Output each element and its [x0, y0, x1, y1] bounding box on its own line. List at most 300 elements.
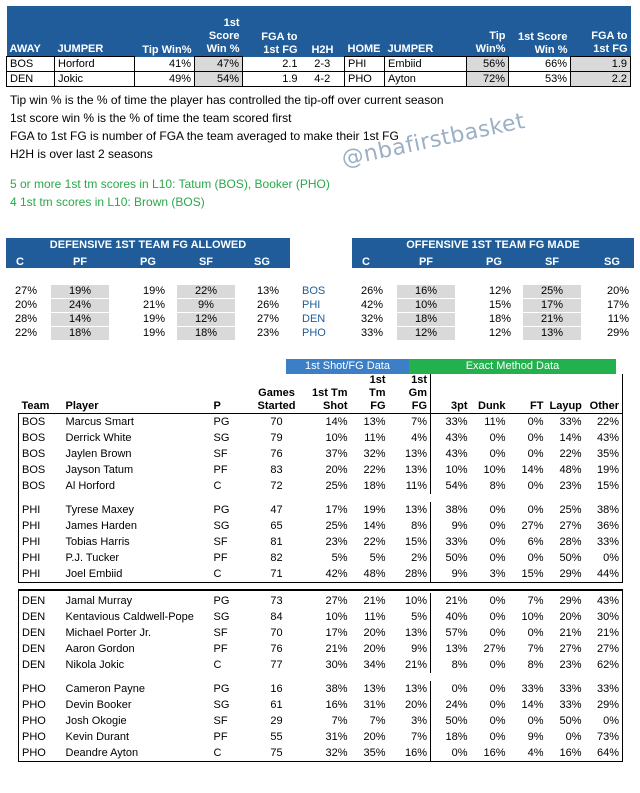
cell-first-tm-fg: 11%	[364, 611, 386, 623]
cell-first-tm-fg: 22%	[363, 464, 386, 476]
home-jumper: Ayton	[385, 72, 467, 87]
away-jumper: Horford	[55, 57, 135, 72]
matchup-row	[7, 57, 631, 72]
cell-other: 15%	[585, 478, 623, 494]
offense-value: 15%	[488, 299, 511, 311]
gap-cell	[471, 494, 509, 502]
away-team: DEN	[7, 72, 55, 87]
cell-first-tm-fg: 34%	[363, 659, 386, 671]
cell-position: C	[211, 745, 249, 762]
defense-value: 24%	[51, 299, 109, 312]
gap-cell	[249, 494, 305, 502]
offense-col-header: C	[362, 256, 370, 268]
defense-col-header: PF	[72, 256, 88, 268]
cell-first-tm-fg: 32%	[363, 448, 386, 460]
defense-value: 19%	[51, 285, 109, 298]
cell-player: Joel Embiid	[63, 566, 211, 583]
cell-other: 36%	[585, 518, 623, 534]
cell-first-gm-fg: 13%	[404, 683, 427, 695]
cell-team: PHI	[19, 534, 63, 550]
cell-layup: 28%	[559, 536, 582, 548]
cell-games-started: 76	[270, 643, 283, 655]
cell-other: 43%	[585, 593, 623, 609]
cell-first-tm-fg: 35%	[351, 745, 389, 762]
defense-col-header: SG	[254, 256, 270, 268]
away-fga: 2.1	[243, 57, 301, 72]
cell-layup: 27%	[559, 643, 582, 655]
cell-team: BOS	[19, 446, 63, 462]
cell-threept: 43%	[431, 430, 471, 446]
cell-other: 64%	[585, 745, 623, 762]
cell-layup: 33%	[559, 699, 582, 711]
cell-games-started: 79	[270, 432, 283, 444]
cell-player: Cameron Payne	[65, 683, 145, 695]
cell-threept: 33%	[431, 414, 471, 431]
gap-cell	[431, 494, 471, 502]
gap-cell	[471, 673, 509, 681]
offense-value: 12%	[488, 285, 511, 297]
cell-other: 29%	[585, 697, 623, 713]
note-line: H2H is over last 2 seasons	[10, 147, 153, 161]
defense-value: 19%	[142, 285, 165, 297]
offense-value: 29%	[606, 327, 629, 339]
note-line: FGA to 1st FG is number of FGA the team averaged to make their 1st FG	[10, 129, 399, 143]
offense-value: 17%	[606, 299, 629, 311]
cell-player: Jayson Tatum	[65, 464, 134, 476]
cell-player: Devin Booker	[65, 699, 132, 711]
cell-player: Marcus Smart	[65, 416, 134, 428]
cell-first-gm-fg: 5%	[411, 611, 427, 623]
cell-dunk: 0%	[489, 699, 506, 711]
cell-first-tm-fg: 48%	[351, 566, 389, 583]
cell-dunk: 10%	[483, 464, 506, 476]
cell-team: DEN	[19, 641, 63, 657]
player-row	[19, 534, 623, 550]
cell-player: P.J. Tucker	[65, 552, 120, 564]
separator-cell	[547, 583, 585, 591]
cell-first-tm-shot: 21%	[325, 643, 348, 655]
defense-value: 18%	[177, 327, 235, 340]
cell-first-tm-shot: 31%	[325, 731, 348, 743]
cell-layup: 22%	[559, 448, 582, 460]
player-row	[19, 566, 623, 583]
cell-first-tm-shot: 10%	[325, 611, 348, 623]
cell-first-tm-shot: 25%	[325, 480, 348, 492]
cell-first-gm-fg: 13%	[404, 448, 427, 460]
cell-first-gm-fg: 21%	[404, 659, 427, 671]
cell-dunk: 16%	[471, 745, 509, 762]
cell-threept: 0%	[431, 745, 471, 762]
cell-games-started: 83	[270, 464, 283, 476]
cell-ft: 33%	[521, 683, 544, 695]
panel-team-label: PHI	[302, 299, 321, 311]
cell-first-tm-shot: 10%	[325, 432, 348, 444]
cell-first-tm-shot: 23%	[325, 536, 348, 548]
cell-player: Jaylen Brown	[65, 448, 132, 460]
cell-first-tm-fg: 13%	[363, 683, 386, 695]
gap-cell	[19, 673, 63, 681]
stats-body	[19, 414, 623, 762]
offense-title: OFFENSIVE 1ST TEAM FG MADE	[352, 238, 634, 252]
header-first-score-win-home: 1st Score Win %	[509, 6, 571, 57]
cell-ft: 0%	[527, 552, 544, 564]
cell-layup: 23%	[559, 659, 582, 671]
cell-threept: 33%	[431, 534, 471, 550]
cell-ft: 0%	[527, 416, 544, 428]
cell-first-tm-fg: 31%	[363, 699, 386, 711]
cell-team: PHO	[19, 745, 63, 762]
cell-first-tm-shot: 30%	[325, 659, 348, 671]
cell-first-tm-fg: 18%	[363, 480, 386, 492]
cell-ft: 0%	[527, 448, 544, 460]
cell-first-tm-shot: 14%	[325, 416, 348, 428]
cell-position: PG	[213, 504, 230, 516]
away-jumper: Jokic	[55, 72, 135, 87]
header-jumper: JUMPER	[55, 6, 135, 57]
cell-first-gm-fg: 13%	[404, 504, 427, 516]
separator-cell	[19, 583, 63, 591]
cell-player: Tyrese Maxey	[65, 504, 134, 516]
stats-col-header: P	[211, 374, 249, 414]
cell-dunk: 0%	[489, 536, 506, 548]
header-tip-win: Tip Win%	[135, 6, 195, 57]
green-note-line: 5 or more 1st tm scores in L10: Tatum (BOS), Booker (PHO)	[10, 177, 330, 191]
gap-cell	[351, 494, 389, 502]
offense-value: 42%	[360, 299, 383, 311]
player-row	[19, 745, 623, 762]
defense-value: 23%	[256, 327, 279, 339]
cell-first-gm-fg: 20%	[404, 699, 427, 711]
note-line: 1st score win % is the % of time the team scored first	[10, 111, 292, 125]
offense-value: 11%	[607, 313, 629, 325]
offense-col-header: SG	[604, 256, 620, 268]
header-h2h: H2H	[301, 6, 345, 57]
defense-value: 21%	[142, 299, 165, 311]
cell-dunk: 0%	[489, 595, 506, 607]
header-home: HOME	[345, 6, 385, 57]
cell-dunk: 0%	[489, 683, 506, 695]
gap-cell	[431, 673, 471, 681]
cell-position: SF	[213, 715, 228, 727]
defense-value: 19%	[142, 327, 165, 339]
cell-layup: 50%	[559, 552, 582, 564]
cell-layup: 20%	[559, 611, 582, 623]
separator-cell	[585, 583, 623, 591]
header-fga-first-fg: FGA to 1st FG	[243, 6, 301, 57]
defense-value: 27%	[256, 313, 279, 325]
cell-position: SF	[213, 448, 228, 460]
offense-value: 26%	[360, 285, 383, 297]
cell-layup: 21%	[559, 627, 582, 639]
player-row	[19, 713, 623, 729]
cell-games-started: 47	[270, 504, 283, 516]
gap-cell	[211, 673, 249, 681]
cell-first-gm-fg: 11%	[405, 480, 427, 492]
cell-first-gm-fg: 9%	[411, 643, 427, 655]
player-row	[19, 430, 623, 446]
cell-dunk: 11%	[484, 416, 506, 428]
defense-value: 18%	[51, 327, 109, 340]
cell-threept: 18%	[431, 729, 471, 745]
cell-first-tm-shot: 32%	[305, 745, 351, 762]
cell-other: 33%	[585, 681, 623, 697]
cell-team: PHI	[19, 550, 63, 566]
cell-team: PHO	[19, 681, 63, 697]
cell-player: Aaron Gordon	[65, 643, 135, 655]
watermark: @nbafirstbasket	[339, 108, 528, 173]
gap-cell	[585, 494, 623, 502]
cell-position: SF	[213, 536, 228, 548]
cell-layup: 27%	[559, 520, 582, 532]
note-line: Tip win % is the % of time the player has controlled the tip-off over current season	[10, 93, 444, 107]
cell-first-tm-shot: 17%	[325, 504, 348, 516]
cell-layup: 29%	[559, 595, 582, 607]
stats-col-header: Other	[585, 374, 623, 414]
cell-player: James Harden	[65, 520, 138, 532]
gap-cell	[547, 673, 585, 681]
cell-position: SG	[213, 699, 230, 711]
stats-col-header: 1st Tm FG	[351, 374, 389, 414]
cell-position: SG	[213, 611, 230, 623]
stats-col-header: 1st Gm FG	[389, 374, 431, 414]
cell-other: 33%	[585, 534, 623, 550]
cell-other: 21%	[585, 625, 623, 641]
cell-player: Nikola Jokic	[65, 659, 125, 671]
cell-player: Josh Okogie	[65, 715, 127, 727]
h2h: 2-3	[301, 57, 345, 72]
cell-threept: 43%	[431, 446, 471, 462]
cell-ft: 6%	[527, 536, 544, 548]
cell-threept: 40%	[431, 609, 471, 625]
offense-value: 21%	[523, 313, 581, 326]
cell-ft: 4%	[509, 745, 547, 762]
cell-threept: 50%	[431, 550, 471, 566]
cell-threept: 38%	[431, 502, 471, 518]
cell-first-gm-fg: 7%	[411, 731, 427, 743]
cell-ft: 27%	[521, 520, 544, 532]
player-row	[19, 609, 623, 625]
cell-games-started: 72	[270, 480, 283, 492]
cell-dunk: 27%	[483, 643, 506, 655]
gap-cell	[19, 494, 63, 502]
cell-first-gm-fg: 13%	[404, 627, 427, 639]
cell-other: 27%	[585, 641, 623, 657]
cell-ft: 10%	[521, 611, 544, 623]
gap-cell	[509, 673, 547, 681]
cell-first-gm-fg: 28%	[389, 566, 431, 583]
separator-cell	[305, 583, 351, 591]
cell-dunk: 8%	[489, 480, 506, 492]
cell-games-started: 65	[270, 520, 283, 532]
gap-cell	[585, 673, 623, 681]
cell-player: Al Horford	[65, 480, 116, 492]
cell-team: PHO	[19, 713, 63, 729]
cell-player: Jamal Murray	[65, 595, 133, 607]
cell-other: 62%	[585, 657, 623, 673]
cell-layup: 14%	[559, 432, 582, 444]
cell-first-tm-fg: 7%	[369, 715, 386, 727]
cell-other: 35%	[585, 446, 623, 462]
cell-other: 44%	[585, 566, 623, 583]
player-stats-table	[18, 374, 623, 762]
cell-team: PHO	[19, 729, 63, 745]
away-tip-win: 41%	[135, 57, 195, 72]
cell-first-tm-fg: 5%	[369, 552, 386, 564]
cell-games-started: 70	[270, 416, 283, 428]
group-gap	[19, 494, 623, 502]
player-row	[19, 729, 623, 745]
defense-col-header: PG	[140, 256, 156, 268]
cell-position: PF	[213, 464, 228, 476]
cell-first-tm-shot: 38%	[325, 683, 348, 695]
cell-team: BOS	[19, 430, 63, 446]
cell-layup: 25%	[559, 504, 582, 516]
separator-cell	[351, 583, 389, 591]
away-team: BOS	[7, 57, 55, 72]
cell-team: PHI	[19, 502, 63, 518]
separator-cell	[389, 583, 431, 591]
cell-position: PG	[213, 683, 230, 695]
cell-position: PF	[213, 643, 228, 655]
cell-ft: 7%	[527, 595, 544, 607]
defense-value: 12%	[177, 313, 235, 326]
cell-other: 38%	[585, 502, 623, 518]
cell-position: SF	[213, 627, 228, 639]
cell-layup: 16%	[547, 745, 585, 762]
offense-col-header: SF	[544, 256, 560, 268]
cell-first-tm-shot: 7%	[331, 715, 348, 727]
defense-value: 14%	[51, 313, 109, 326]
header-jumper-home: JUMPER	[385, 6, 467, 57]
cell-other: 43%	[585, 430, 623, 446]
cell-dunk: 0%	[489, 448, 506, 460]
cell-ft: 0%	[527, 627, 544, 639]
cell-position: PF	[213, 731, 228, 743]
cell-team: DEN	[19, 625, 63, 641]
cell-games-started: 70	[270, 627, 283, 639]
cell-team: PHO	[19, 697, 63, 713]
cell-player: Kevin Durant	[65, 731, 130, 743]
cell-dunk: 0%	[489, 731, 506, 743]
cell-first-tm-shot: 20%	[325, 464, 348, 476]
cell-first-tm-shot: 5%	[331, 552, 348, 564]
gap-cell	[211, 494, 249, 502]
cell-player: Deandre Ayton	[63, 745, 211, 762]
cell-games-started: 71	[249, 566, 305, 583]
player-row	[19, 593, 623, 609]
header-fga-first-fg-home: FGA to 1st FG	[571, 6, 631, 57]
cell-position: PG	[213, 595, 230, 607]
offense-value: 18%	[488, 313, 511, 325]
defense-value: 26%	[256, 299, 279, 311]
gap-cell	[509, 494, 547, 502]
separator-cell	[431, 583, 471, 591]
defense-col-header: C	[16, 256, 24, 268]
cell-first-gm-fg: 13%	[404, 464, 427, 476]
cell-team: PHI	[19, 566, 63, 583]
home-jumper: Embiid	[385, 57, 467, 72]
cell-games-started: 16	[270, 683, 283, 695]
panel-team-label: DEN	[302, 313, 326, 325]
header-first-score-win: 1st Score Win %	[195, 6, 243, 57]
player-row	[19, 657, 623, 673]
stats-col-header: Player	[63, 374, 211, 414]
cell-games-started: 55	[270, 731, 283, 743]
cell-team: DEN	[19, 609, 63, 625]
cell-other: 22%	[585, 414, 623, 431]
cell-first-gm-fg: 8%	[411, 520, 427, 532]
offense-value: 10%	[397, 299, 455, 312]
player-row	[19, 518, 623, 534]
cell-other: 0%	[585, 713, 623, 729]
separator-cell	[211, 583, 249, 591]
cell-position: SG	[213, 432, 230, 444]
cell-first-tm-fg: 21%	[363, 595, 386, 607]
separator-cell	[509, 583, 547, 591]
cell-dunk: 0%	[489, 432, 506, 444]
cell-games-started: 84	[270, 611, 283, 623]
cell-player: Tobias Harris	[65, 536, 130, 548]
gap-cell	[305, 494, 351, 502]
gap-cell	[351, 673, 389, 681]
cell-layup: 50%	[559, 715, 582, 727]
home-team: PHI	[345, 57, 385, 72]
cell-games-started: 82	[270, 552, 283, 564]
player-row	[19, 446, 623, 462]
green-note-line: 4 1st tm scores in L10: Brown (BOS)	[10, 195, 205, 209]
offense-value: 12%	[488, 327, 511, 339]
separator-cell	[249, 583, 305, 591]
cell-position: C	[213, 480, 222, 492]
offense-col-header: PF	[418, 256, 434, 268]
cell-team: BOS	[19, 478, 63, 494]
cell-games-started: 76	[270, 448, 283, 460]
gap-cell	[305, 673, 351, 681]
away-first-score-win: 47%	[195, 57, 243, 72]
panel-team-label: PHO	[302, 327, 326, 339]
cell-first-gm-fg: 10%	[404, 595, 427, 607]
cell-layup: 48%	[559, 464, 582, 476]
gap-cell	[249, 673, 305, 681]
offense-value: 13%	[523, 327, 581, 340]
cell-team: PHI	[19, 518, 63, 534]
cell-first-tm-shot: 16%	[325, 699, 348, 711]
cell-ft: 7%	[527, 643, 544, 655]
cell-threept: 8%	[431, 657, 471, 673]
cell-threept: 54%	[431, 478, 471, 494]
separator-cell	[471, 583, 509, 591]
cell-games-started: 29	[270, 715, 283, 727]
cell-games-started: 81	[270, 536, 283, 548]
cell-player: Michael Porter Jr.	[65, 627, 152, 639]
player-row	[19, 502, 623, 518]
home-first-score-win: 53%	[509, 72, 571, 87]
cell-threept: 50%	[431, 713, 471, 729]
separator-cell	[63, 583, 211, 591]
offense-value: 33%	[360, 327, 383, 339]
cell-first-gm-fg: 4%	[411, 432, 427, 444]
home-first-score-win: 66%	[509, 57, 571, 72]
offense-value: 12%	[397, 327, 455, 340]
gap-cell	[63, 673, 211, 681]
cell-first-tm-fg: 11%	[364, 432, 386, 444]
cell-first-tm-fg: 20%	[363, 643, 386, 655]
cell-games-started: 77	[270, 659, 283, 671]
offense-col-header: PG	[486, 256, 502, 268]
gap-cell	[63, 494, 211, 502]
home-fga: 1.9	[571, 57, 631, 72]
offense-value: 17%	[523, 299, 581, 312]
